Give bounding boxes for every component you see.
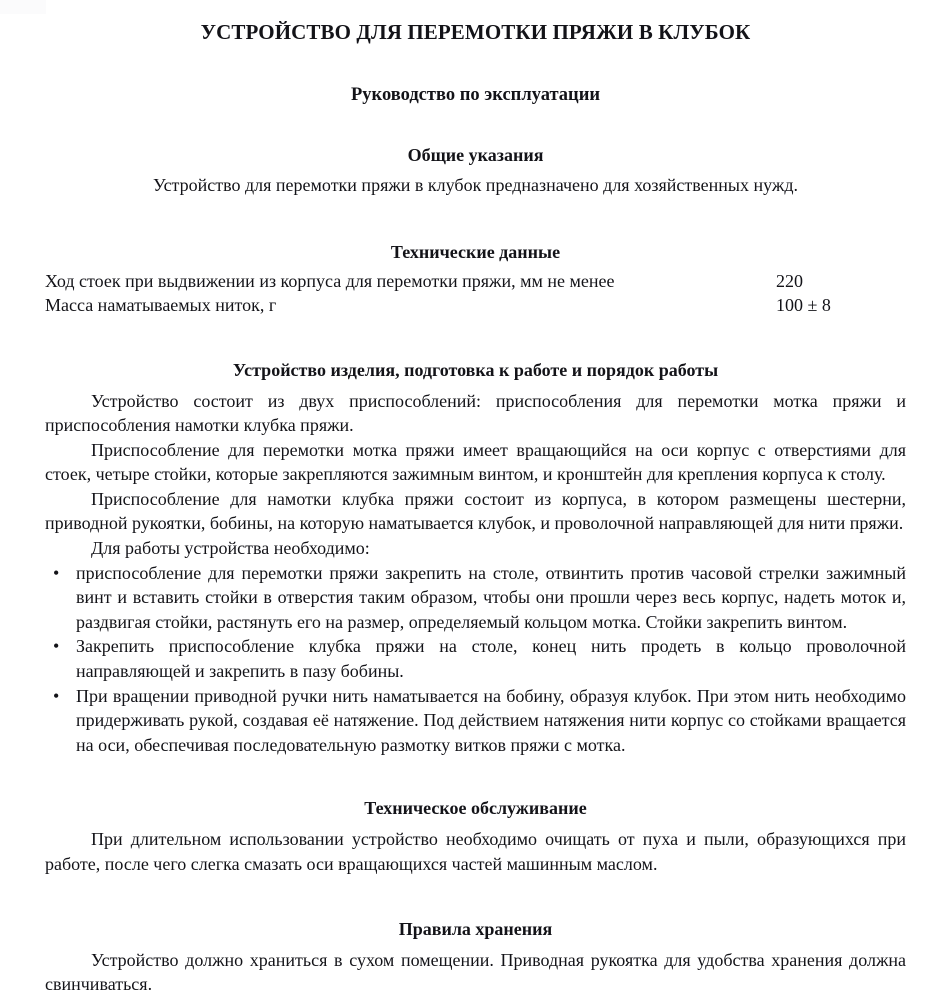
bullet-list-intro: Для работы устройства необходимо: — [91, 538, 370, 559]
technical-data-parameter: Масса наматываемых ниток, г — [45, 294, 277, 315]
section-heading-maintenance: Техническое обслуживание — [364, 798, 587, 819]
bullet-point-icon: • — [53, 562, 60, 583]
technical-data-table — [45, 269, 906, 317]
section-paragraph-construction-2: Приспособление для перемотки мотка пряжи имеет вращающийся на оси корпус с отверстиями для стоек, четыре стойки, которые закрепляются зажимным винтом, и кронштейн для крепления корпуса к столу. — [45, 439, 906, 485]
list-item — [45, 561, 906, 635]
list-item-text: Закрепить приспособление клубка пряжи на столе, конец нить продеть в кольцо проволочной направляющей и закрепить в пазу бобины. — [76, 636, 906, 682]
bullet-point-icon: • — [53, 636, 60, 657]
technical-data-value: 220 — [776, 270, 803, 291]
procedure-bullet-list — [45, 561, 906, 758]
list-item — [45, 684, 906, 758]
section-paragraph-maintenance: При длительном использовании устройство необходимо очищать от пуха и пыли, образующихся при работе, после чего слегка смазать оси вращающихся частей машинным маслом. — [45, 829, 906, 874]
section-paragraph-construction-1: Устройство состоит из двух приспособлений: приспособления для перемотки мотка пряжи и приспособления намотки клубка пряжи. — [45, 390, 906, 436]
bullet-point-icon: • — [53, 685, 60, 706]
technical-data-parameter: Ход стоек при выдвижении из корпуса для перемотки пряжи, мм не менее — [45, 270, 615, 291]
document-subtitle: Руководство по эксплуатации — [350, 85, 601, 105]
technical-data-value: 100 ± 8 — [776, 294, 831, 315]
section-heading-construction: Устройство изделия, подготовка к работе и порядок работы — [232, 359, 719, 380]
list-item — [45, 634, 906, 683]
section-heading-storage: Правила хранения — [398, 918, 553, 939]
section-text-general: Устройство для перемотки пряжи в клубок предназначено для хозяйственных нужд. — [152, 174, 799, 195]
section-paragraph-construction-3: Приспособление для намотки клубка пряжи состоит из корпуса, в котором размещены шестерни, приводной рукоятки, бобины, на которую наматывается клубок, и проволочной направляющей для нити пряжи. — [45, 488, 906, 534]
table-row — [45, 269, 906, 293]
document-title: УСТРОЙСТВО ДЛЯ ПЕРЕМОТКИ ПРЯЖИ В КЛУБОК — [200, 20, 751, 44]
document-body — [45, 0, 906, 997]
section-heading-technical-data: Технические данные — [390, 241, 561, 262]
list-item-text: приспособление для перемотки пряжи закрепить на столе, отвинтить против часовой стрелки зажимный винт и вставить стойки в отверстия таким образом, чтобы они прошли через весь корпус, надеть моток и, раздвигая стойки, растянуть его на размер, определяемый кольцом мотка. Стойки закрепить винтом. — [76, 562, 906, 632]
scan-artifact-corner — [0, 0, 46, 14]
table-row — [45, 293, 906, 317]
section-paragraph-storage: Устройство должно храниться в сухом помещении. Приводная рукоятка для удобства хранения должна свинчиваться. — [45, 949, 906, 995]
list-item-text: При вращении приводной ручки нить наматывается на бобину, образуя клубок. При этом нить необходимо придерживать рукой, создавая её натяжение. Под действием натяжения нити корпус со стойками вращается на оси, обеспечивая последовательную размотку витков пряжи с мотка. — [76, 685, 906, 755]
section-heading-general: Общие указания — [407, 144, 544, 165]
